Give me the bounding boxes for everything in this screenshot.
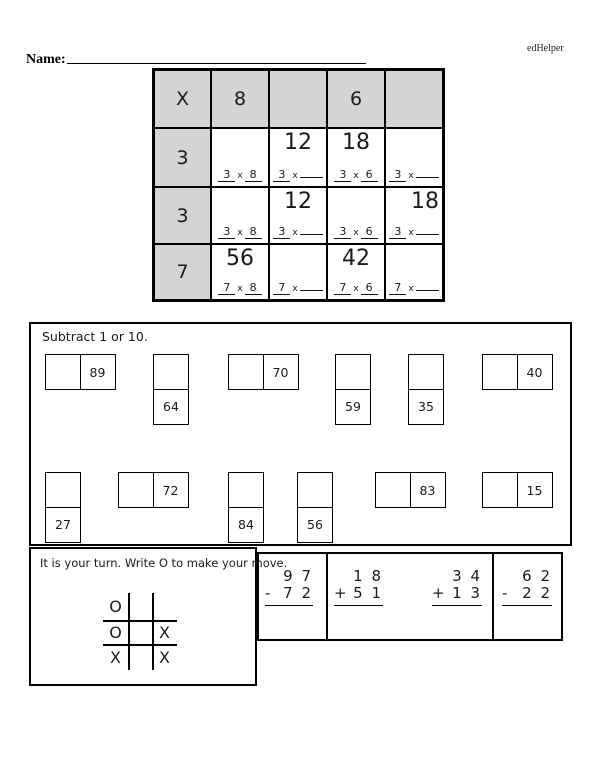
- mult-cell: [385, 187, 443, 244]
- board-cell: [128, 593, 152, 620]
- times-sign: x: [237, 284, 243, 294]
- mult-expression: [270, 168, 326, 182]
- col-header: [385, 70, 443, 128]
- col-header: 8: [211, 70, 269, 128]
- number-pair: [153, 354, 189, 425]
- problem-bottom: 5 1: [353, 584, 383, 602]
- number-pair: [45, 354, 116, 390]
- factor-left: 7: [334, 282, 351, 295]
- factor-blank: [416, 290, 439, 291]
- blank-box: [228, 354, 264, 390]
- number-box: 64: [153, 389, 189, 425]
- times-sign: x: [237, 171, 243, 181]
- number-box: 59: [335, 389, 371, 425]
- mult-cell: [385, 244, 443, 300]
- mult-expression: [212, 168, 268, 182]
- tictactoe-section: [29, 547, 288, 686]
- factor-left: 3: [218, 226, 235, 239]
- board-cell: O: [109, 597, 122, 616]
- mult-cell: [269, 244, 327, 300]
- factor-left: 3: [389, 226, 406, 239]
- factor-right: 6: [361, 169, 378, 182]
- cell-divider: [326, 554, 328, 639]
- times-sign: x: [408, 228, 414, 238]
- times-sign: x: [408, 284, 414, 294]
- blank-box: [297, 472, 333, 508]
- factor-blank: [416, 177, 439, 178]
- operator: -: [265, 584, 271, 602]
- blank-box: [482, 354, 518, 390]
- blank-box: [375, 472, 411, 508]
- col-header: 6: [327, 70, 385, 128]
- factor-left: 3: [334, 226, 351, 239]
- mult-expression: [270, 281, 326, 295]
- mult-expression: [386, 225, 442, 239]
- factor-left: 3: [218, 169, 235, 182]
- times-sign: x: [292, 171, 298, 181]
- product-answer: 18: [411, 189, 439, 214]
- mult-cell: [211, 187, 269, 244]
- factor-right: 8: [245, 226, 262, 239]
- number-pair: [297, 472, 333, 543]
- multiplication-table: [152, 68, 445, 302]
- board-cell: X: [159, 622, 170, 642]
- blank-box: [153, 354, 189, 390]
- factor-left: 3: [273, 169, 290, 182]
- mult-expression: [328, 281, 384, 295]
- blank-box: [335, 354, 371, 390]
- factor-left: 7: [389, 282, 406, 295]
- mult-cell: [269, 128, 327, 187]
- brand-text: edHelper: [527, 43, 564, 54]
- tictactoe-grid: [103, 593, 177, 671]
- factor-left: 7: [218, 282, 235, 295]
- number-pair: [45, 472, 81, 543]
- name-underline: [67, 63, 366, 64]
- number-box: 89: [80, 354, 116, 390]
- blank-box: [45, 354, 81, 390]
- col-header: [269, 70, 327, 128]
- problem-bottom: 2 2: [522, 584, 552, 602]
- mult-cell: [327, 244, 385, 300]
- factor-left: 3: [273, 226, 290, 239]
- number-box: 15: [517, 472, 553, 508]
- board-cell: X: [110, 648, 121, 667]
- tictactoe-instruction: It is your turn. Write O to make your move.: [40, 556, 288, 570]
- number-pair: [228, 472, 264, 543]
- cell-divider: [492, 554, 494, 639]
- times-sign: x: [353, 284, 359, 294]
- times-sign: x: [292, 284, 298, 294]
- number-box: 70: [263, 354, 299, 390]
- factor-right: 6: [361, 282, 378, 295]
- board-cell: [128, 620, 152, 644]
- times-sign: x: [353, 228, 359, 238]
- board-cell: [128, 644, 152, 671]
- problem-top: 3 4: [452, 567, 482, 585]
- blank-box: [118, 472, 154, 508]
- number-box: 72: [153, 472, 189, 508]
- mult-cell: [269, 187, 327, 244]
- factor-left: 3: [334, 169, 351, 182]
- problem-bottom-row: [502, 585, 552, 602]
- number-box: 56: [297, 507, 333, 543]
- problems-strip: [257, 552, 563, 641]
- factor-blank: [300, 234, 323, 235]
- mult-cell: [211, 128, 269, 187]
- factor-left: 7: [273, 282, 290, 295]
- operator: +: [334, 584, 347, 602]
- product-answer: 42: [342, 246, 370, 271]
- mult-cell: [385, 128, 443, 187]
- mult-expression: [386, 281, 442, 295]
- factor-blank: [300, 177, 323, 178]
- number-pair: [482, 354, 553, 390]
- problem-bottom: 1 3: [452, 584, 482, 602]
- board-cell: [152, 593, 177, 620]
- times-sign: x: [292, 228, 298, 238]
- factor-blank: [416, 234, 439, 235]
- problem-top: 6 2: [522, 567, 552, 585]
- factor-left: 3: [389, 169, 406, 182]
- row-header: 7: [154, 244, 211, 300]
- operator: +: [432, 584, 445, 602]
- mult-cell: [327, 187, 385, 244]
- board-cell: O: [109, 622, 122, 642]
- math-problem: [265, 568, 313, 606]
- product-answer: 12: [284, 130, 312, 155]
- product-answer: 18: [342, 130, 370, 155]
- mult-expression: [212, 225, 268, 239]
- blank-box: [482, 472, 518, 508]
- blank-box: [228, 472, 264, 508]
- name-label: Name:: [26, 52, 66, 67]
- mult-expression: [270, 225, 326, 239]
- number-pair: [375, 472, 446, 508]
- factor-right: 8: [245, 169, 262, 182]
- mult-expression: [328, 225, 384, 239]
- problem-bottom-row: [432, 585, 482, 602]
- times-sign: x: [353, 171, 359, 181]
- blank-box: [45, 472, 81, 508]
- mult-cell: [327, 128, 385, 187]
- math-problem: [502, 568, 552, 606]
- math-problem: [432, 568, 482, 606]
- mult-expression: [212, 281, 268, 295]
- math-problem: [334, 568, 383, 606]
- number-box: 27: [45, 507, 81, 543]
- problem-bottom-row: [265, 585, 313, 602]
- row-header: 3: [154, 187, 211, 244]
- mult-expression: [328, 168, 384, 182]
- number-pair: [482, 472, 553, 508]
- factor-right: 6: [361, 226, 378, 239]
- times-sign: x: [408, 171, 414, 181]
- number-box: 40: [517, 354, 553, 390]
- factor-right: 8: [245, 282, 262, 295]
- row-header: 3: [154, 128, 211, 187]
- operator: -: [502, 584, 508, 602]
- number-box: 35: [408, 389, 444, 425]
- subtract-section: [29, 322, 572, 546]
- blank-box: [408, 354, 444, 390]
- product-answer: 12: [284, 189, 312, 214]
- number-box: 84: [228, 507, 264, 543]
- number-box: 83: [410, 472, 446, 508]
- number-pair: [408, 354, 444, 425]
- mult-expression: [386, 168, 442, 182]
- number-pair: [228, 354, 299, 390]
- times-sign: x: [237, 228, 243, 238]
- board-cell: X: [159, 648, 170, 667]
- problem-bottom-row: [334, 585, 383, 602]
- mult-cell: [211, 244, 269, 300]
- corner-cell: X: [154, 70, 211, 128]
- subtract-title: Subtract 1 or 10.: [42, 329, 148, 344]
- factor-blank: [300, 290, 323, 291]
- number-pair: [335, 354, 371, 425]
- problem-top: 1 8: [353, 567, 383, 585]
- problem-top: 9 7: [283, 567, 313, 585]
- problem-bottom: 7 2: [283, 584, 313, 602]
- product-answer: 56: [226, 246, 254, 271]
- number-pair: [118, 472, 189, 508]
